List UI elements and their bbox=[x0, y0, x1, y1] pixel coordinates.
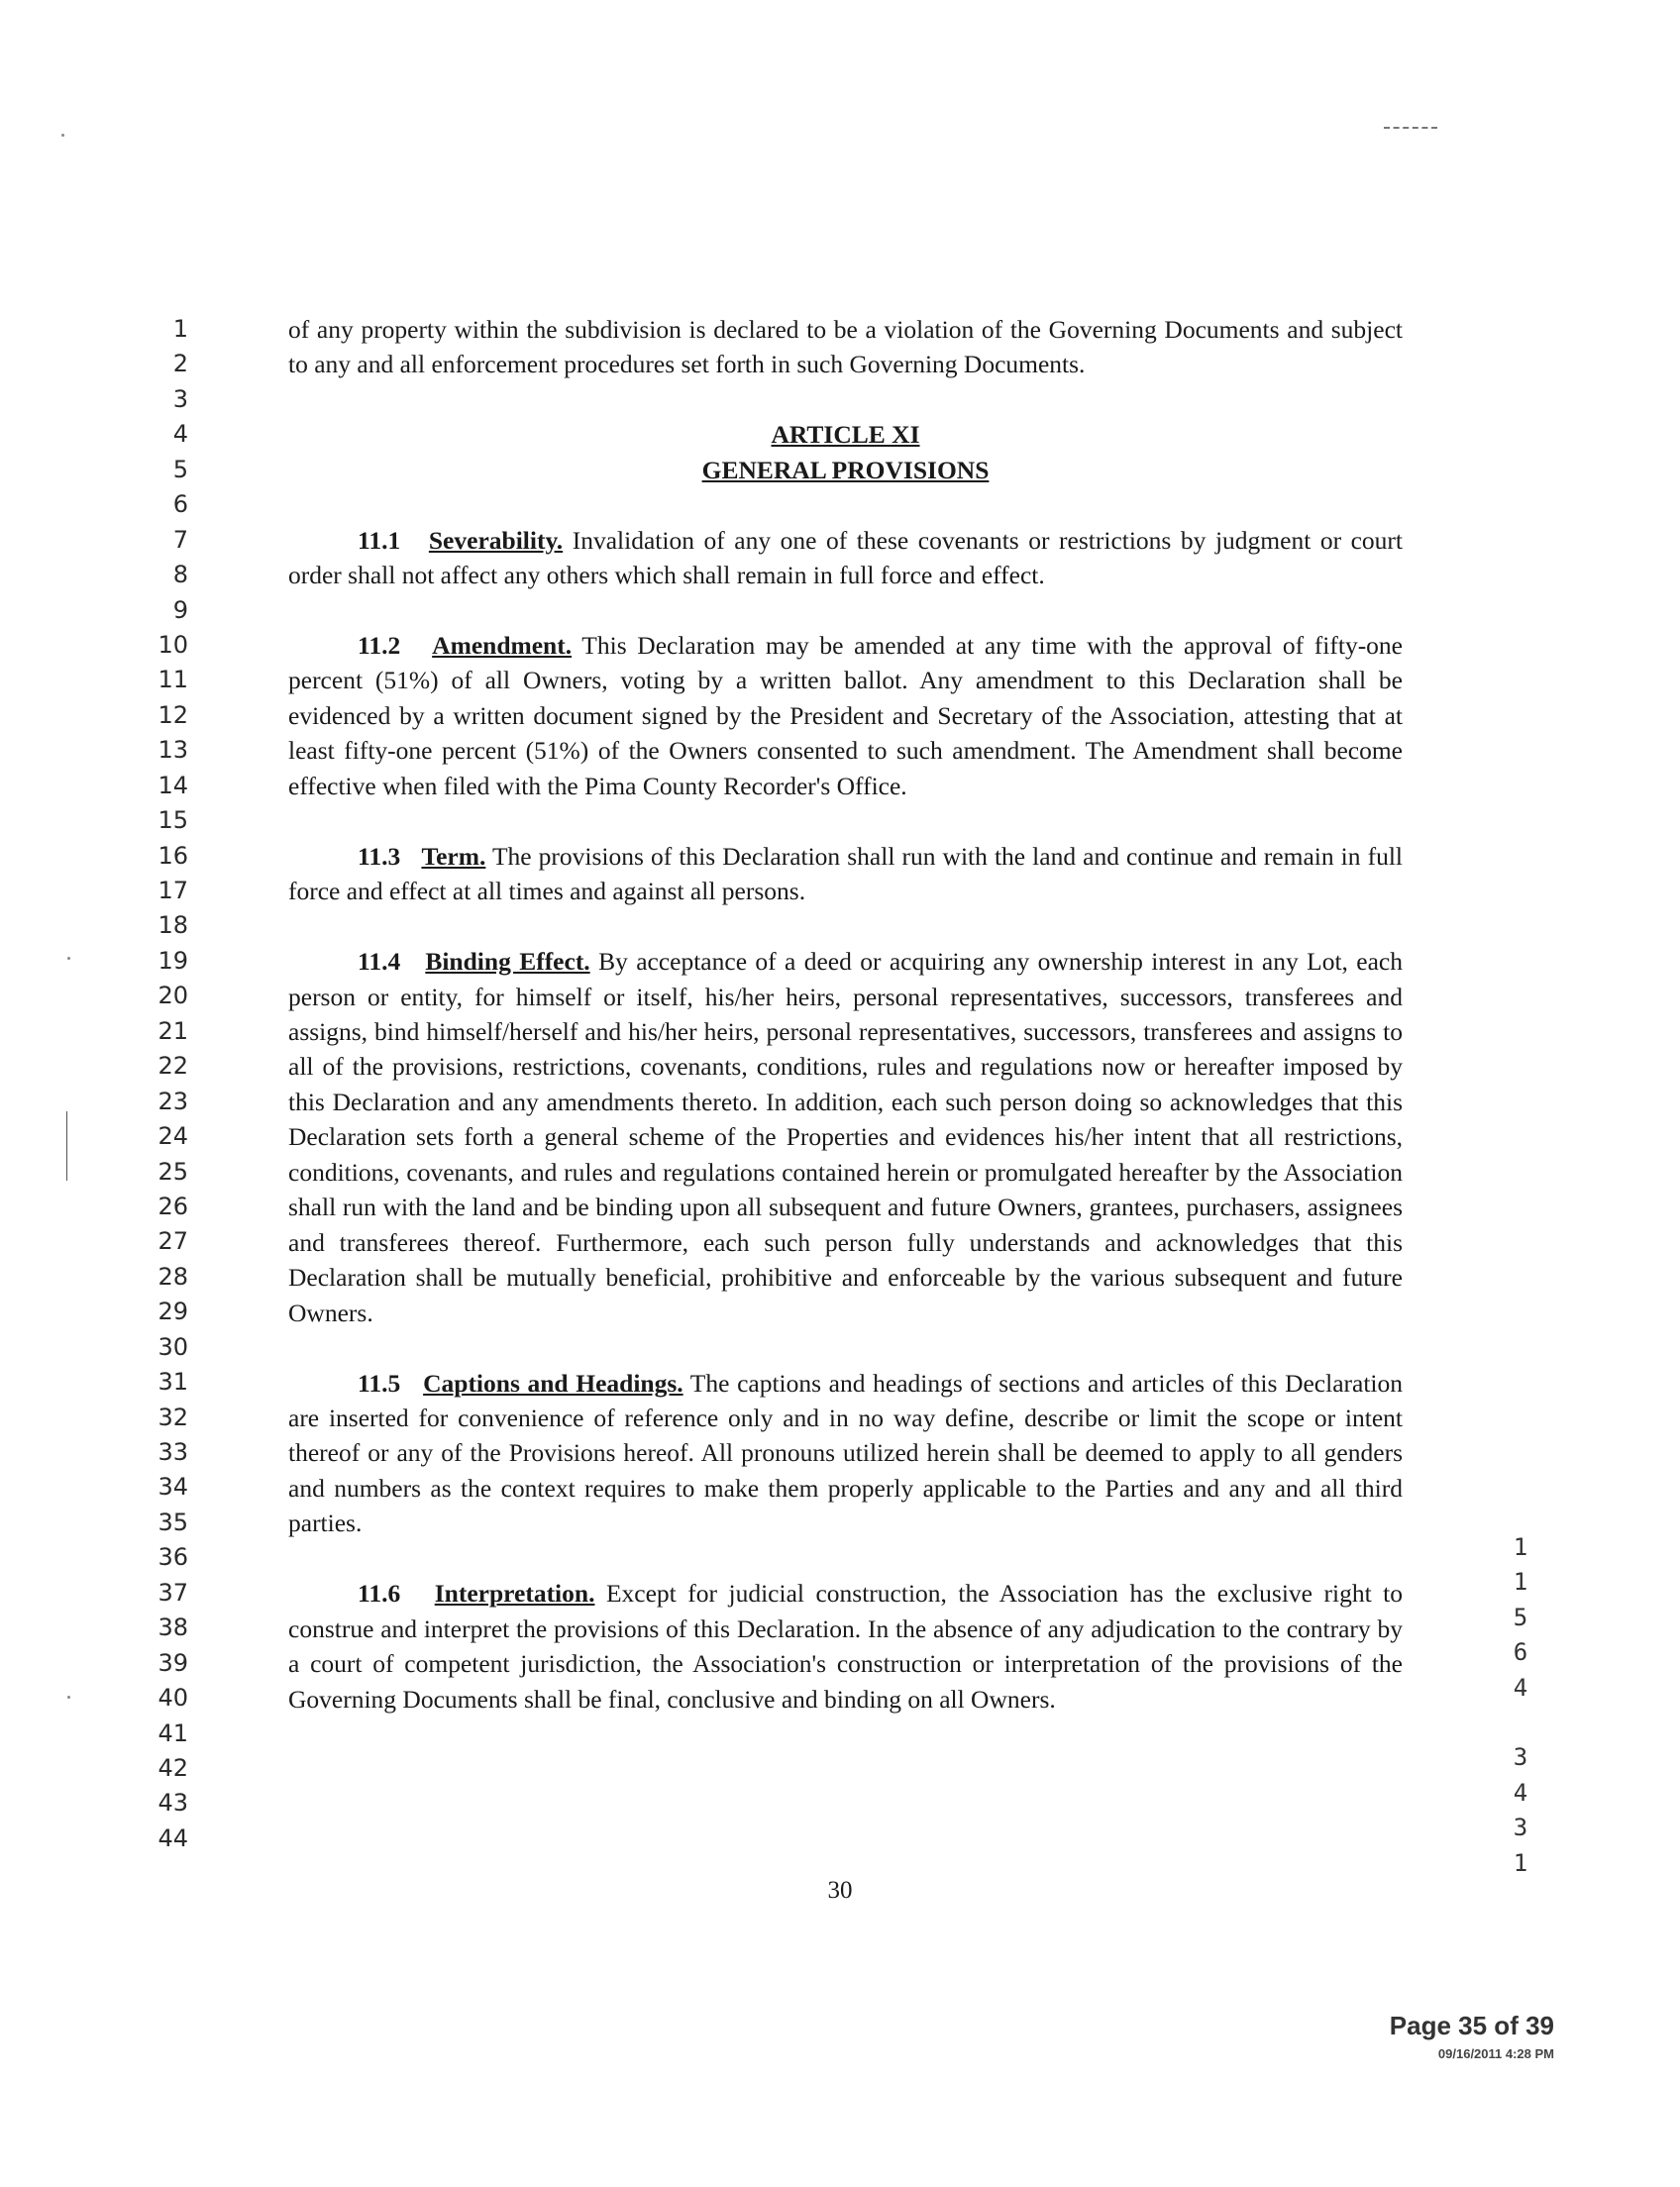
section-11-6 bbox=[288, 1576, 1403, 1717]
section-number: 11.6 bbox=[358, 1579, 401, 1609]
line-number: 33 bbox=[158, 1438, 188, 1466]
line-number: 21 bbox=[158, 1016, 188, 1045]
stamp-digit: 4 bbox=[1513, 1778, 1528, 1807]
line-number: 28 bbox=[158, 1262, 188, 1291]
line-number: 10 bbox=[158, 630, 188, 659]
section-number: 11.5 bbox=[358, 1368, 401, 1398]
stamp-digit: 5 bbox=[1513, 1603, 1528, 1631]
line-number: 32 bbox=[158, 1403, 188, 1431]
line-number: 37 bbox=[158, 1578, 188, 1607]
line-number: 15 bbox=[158, 806, 188, 835]
section-11-2 bbox=[288, 628, 1403, 803]
line-number: 25 bbox=[158, 1157, 188, 1186]
section-text: The captions and headings of sections and articles of this Declaration are inserted for convenience of reference only and in no way define, describe or limit the scope or intent thereof or any of the Provisions hereof. All pronouns utilized herein shall be deemed to apply to all genders and numbers as the context requires to make them properly applicable to the Parties and any and all third parties. bbox=[288, 1368, 1403, 1538]
stamp-digit: 4 bbox=[1513, 1673, 1528, 1702]
section-title: Amendment. bbox=[432, 631, 573, 661]
document-body bbox=[288, 312, 1403, 1717]
section-number: 11.2 bbox=[358, 631, 401, 661]
line-number: 18 bbox=[158, 911, 188, 940]
section-11-5 bbox=[288, 1366, 1403, 1541]
line-number: 13 bbox=[158, 736, 188, 765]
line-number: 11 bbox=[158, 666, 188, 694]
line-number: 24 bbox=[158, 1122, 188, 1151]
stamp-digit: 6 bbox=[1513, 1638, 1528, 1667]
line-number: 17 bbox=[158, 877, 188, 904]
line-number: 8 bbox=[172, 561, 188, 589]
line-number: 42 bbox=[158, 1753, 188, 1782]
recording-number-stamp bbox=[1509, 1530, 1532, 1881]
section-title: Captions and Headings. bbox=[423, 1368, 683, 1398]
line-number: 40 bbox=[158, 1684, 188, 1713]
stamp-digit: 1 bbox=[1513, 1568, 1528, 1597]
line-number: 29 bbox=[158, 1298, 188, 1326]
line-number: 19 bbox=[158, 946, 188, 975]
stamp-digit: 3 bbox=[1513, 1743, 1528, 1772]
section-11-4 bbox=[288, 944, 1403, 1330]
footer-datetime: 09/16/2011 4:28 PM bbox=[1437, 2046, 1554, 2061]
line-number: 16 bbox=[158, 841, 188, 870]
page-number: 30 bbox=[827, 1877, 853, 1904]
section-number: 11.3 bbox=[358, 841, 401, 871]
line-number: 23 bbox=[158, 1087, 188, 1115]
article-number: ARTICLE XI bbox=[771, 420, 920, 450]
stamp-digit: 1 bbox=[1513, 1848, 1528, 1877]
section-text: The provisions of this Declaration shall run with the land and continue and remain in full force and effect at all times and against all persons. bbox=[288, 841, 1403, 906]
scan-dot bbox=[67, 957, 70, 960]
line-number: 2 bbox=[172, 350, 188, 378]
line-number: 1 bbox=[172, 315, 188, 343]
line-number: 3 bbox=[172, 384, 188, 413]
section-number: 11.4 bbox=[358, 947, 401, 977]
intro-paragraph: of any property within the subdivision is declared to be a violation of the Governing Documents and subject to any and all enforcement procedures set forth in such Governing Documents. bbox=[288, 315, 1403, 379]
scan-dot bbox=[61, 134, 64, 137]
stamp-digit: 3 bbox=[1513, 1814, 1528, 1842]
line-number: 31 bbox=[158, 1368, 188, 1397]
stamp-digit: 1 bbox=[1513, 1533, 1528, 1561]
section-text: Except for judicial construction, the Association has the exclusive right to construe and interpret the provisions of this Declaration. In the absence of any adjudication to the contrary by a court of competent jurisdiction, the Association's construction or interpretation of the provisions of the Governing Documents shall be final, conclusive and binding on all Owners. bbox=[288, 1579, 1404, 1714]
line-number: 5 bbox=[172, 455, 188, 483]
scan-mark bbox=[66, 1111, 67, 1181]
line-number: 39 bbox=[158, 1648, 188, 1677]
line-number: 7 bbox=[172, 525, 188, 554]
line-numbers bbox=[129, 312, 188, 1856]
stamp-digit bbox=[1509, 1706, 1532, 1740]
line-number: 27 bbox=[158, 1227, 188, 1256]
line-number: 36 bbox=[158, 1543, 188, 1572]
section-title: Severability. bbox=[428, 525, 564, 555]
section-text: This Declaration may be amended at any time with the approval of fifty-one percent (51%) of all Owners, voting by a written ballot. Any amendment to this Declaration shall be evidenced by a written document signed by the President and Secretary of the Association, attesting that at least fifty-one percent (51%) of the Owners consented to such amendment. The Amendment shall become effective when filed with the Pima County Recorder's Office. bbox=[288, 631, 1404, 800]
line-number: 41 bbox=[158, 1718, 188, 1747]
section-title: Binding Effect. bbox=[425, 947, 590, 977]
line-number: 35 bbox=[158, 1508, 188, 1536]
section-title: Term. bbox=[421, 841, 486, 871]
scan-mark bbox=[1384, 127, 1437, 131]
line-number: 6 bbox=[172, 490, 188, 519]
line-number: 43 bbox=[158, 1789, 188, 1818]
article-title: GENERAL PROVISIONS bbox=[701, 455, 990, 484]
section-text: By acceptance of a deed or acquiring any ownership interest in any Lot, each person or entity, for himself or itself, his/her heirs, personal representatives, successors, transferees and assigns, bind himself/herself and his/her heirs, personal representatives, successors, transferees and assigns to all of the provisions, restrictions, covenants, conditions, rules and regulations now or hereafter imposed by this Declaration and any amendments thereto. In addition, each such person doing so acknowledges that this Declaration sets forth a general scheme of the Properties and evidences his/her intent that all restrictions, conditions, covenants, and rules and regulations contained herein or promulgated hereafter by the Association shall run with the land and be binding upon all subsequent and future Owners, grantees, purchasers, assignees and transferees thereof. Furthermore, each such person fully understands and acknowledges that this Declaration shall be mutually beneficial, prohibitive and enforceable by the various subsequent and future Owners. bbox=[288, 947, 1403, 1327]
footer-page-count: Page 35 of 39 bbox=[1389, 2011, 1554, 2040]
line-number: 38 bbox=[158, 1614, 188, 1642]
section-text: Invalidation of any one of these covenants or restrictions by judgment or court order shall not affect any others which shall remain in full force and effect. bbox=[288, 525, 1404, 590]
line-number: 4 bbox=[172, 420, 188, 449]
line-number: 20 bbox=[158, 982, 188, 1010]
section-title: Interpretation. bbox=[434, 1579, 595, 1609]
line-number: 34 bbox=[158, 1473, 188, 1502]
section-11-3 bbox=[288, 839, 1403, 909]
line-number: 26 bbox=[158, 1192, 188, 1220]
section-number: 11.1 bbox=[358, 525, 401, 555]
line-number: 14 bbox=[158, 771, 188, 799]
line-number: 30 bbox=[158, 1332, 188, 1361]
line-number: 9 bbox=[172, 595, 188, 624]
line-number: 44 bbox=[158, 1823, 188, 1852]
line-number: 22 bbox=[158, 1052, 188, 1081]
line-number: 12 bbox=[158, 700, 188, 729]
section-11-1 bbox=[288, 523, 1403, 593]
scan-dot bbox=[67, 1696, 70, 1699]
